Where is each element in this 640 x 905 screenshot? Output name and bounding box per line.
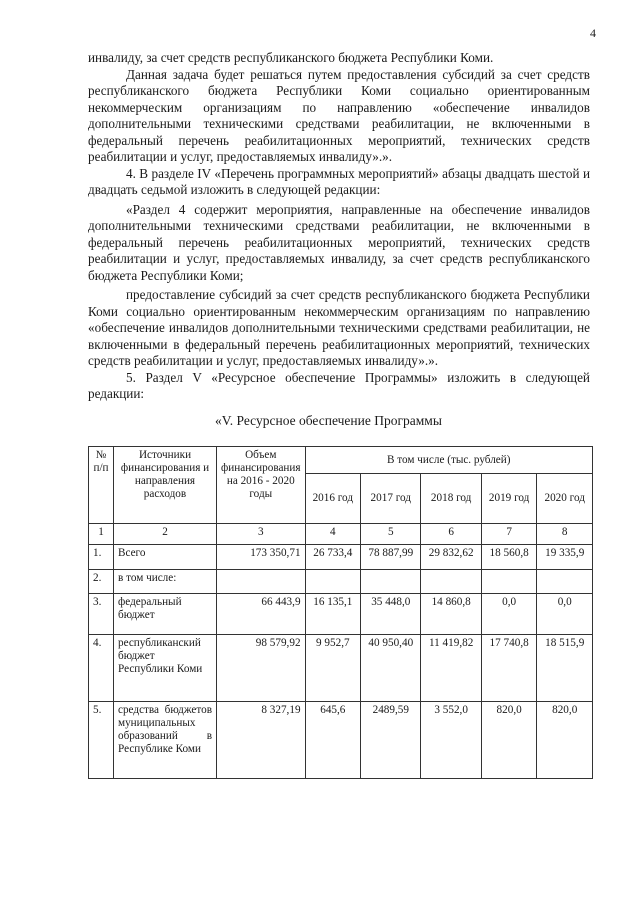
header-volume: Объем финансирования на 2016 - 2020 годы [217,447,306,524]
row-value: 40 950,40 [361,635,421,702]
section-title: «V. Ресурсное обеспечение Программы [215,413,442,428]
table-row [89,545,593,570]
paragraph-1: инвалиду, за счет средств республиканского бюджета Республики Коми. [88,50,494,65]
row-volume [217,570,306,594]
paragraph-3: 4. В разделе IV «Перечень программных мероприятий» абзацы двадцать шестой и двадцать седьмой изложить в следующей редакции: [88,165,590,197]
row-source: Всего [114,545,217,570]
row-value: 645,6 [305,702,361,779]
row-volume: 98 579,92 [217,635,306,702]
row-value [481,570,537,594]
row-value: 26 733,4 [305,545,361,570]
row-num: 1. [89,545,114,570]
header-including: В том числе (тыс. рублей) [305,447,592,474]
header-source: Источники финансирования и направления расходов [114,447,217,524]
resource-table [88,446,593,779]
index-cell: 2 [114,524,217,545]
header-year: 2020 год [537,474,593,524]
row-num: 3. [89,594,114,635]
index-cell: 6 [421,524,481,545]
row-value: 29 832,62 [421,545,481,570]
index-cell: 4 [305,524,361,545]
row-value: 9 952,7 [305,635,361,702]
row-value: 18 515,9 [537,635,593,702]
row-value: 19 335,9 [537,545,593,570]
index-cell: 1 [89,524,114,545]
row-num: 4. [89,635,114,702]
index-cell: 5 [361,524,421,545]
paragraph-5: предоставление субсидий за счет средств республиканского бюджета Республики Коми социально ориентированным некоммерческим организациям по направлению «обеспечение инвалидов дополнительными техническими средствами реабилитации, не включенными в федеральный перечень реабилитационных мероприятий, технических средств реабилитации и услуг, предоставляемых инвалиду».». [88,287,590,368]
row-source: средства бюджетов муниципальных образований в Республике Коми [114,702,217,779]
header-year: 2016 год [305,474,361,524]
index-cell: 7 [481,524,537,545]
row-num: 2. [89,570,114,594]
row-value: 0,0 [537,594,593,635]
table-row [89,594,593,635]
row-source: в том числе: [114,570,217,594]
index-cell: 8 [537,524,593,545]
row-value: 3 552,0 [421,702,481,779]
row-volume: 8 327,19 [217,702,306,779]
row-value: 820,0 [537,702,593,779]
header-year: 2019 год [481,474,537,524]
body-text [88,50,590,403]
paragraph-2: Данная задача будет решаться путем предоставления субсидий за счет средств республиканского бюджета Республики Коми социально ориентированным некоммерческим организациям по направлению «обеспечение инвалидов дополнительными техническими средствами реабилитации, не включенными в федеральный перечень реабилитационных мероприятий, технических средств реабилитации и услуг, предоставляемых инвалиду».». [88,66,590,164]
row-value: 11 419,82 [421,635,481,702]
row-value: 17 740,8 [481,635,537,702]
row-volume: 66 443,9 [217,594,306,635]
row-value: 2489,59 [361,702,421,779]
row-value [361,570,421,594]
row-value: 35 448,0 [361,594,421,635]
table-row [89,570,593,594]
row-num: 5. [89,702,114,779]
paragraph-4: «Раздел 4 содержит мероприятия, направленные на обеспечение инвалидов дополнительными техническими средствами реабилитации, не включенными в федеральный перечень реабилитационных мероприятий, технических средств реабилитации и услуг, предоставляемых инвалиду, за счет средств республиканского бюджета Республики Коми; [88,201,590,283]
row-source: республиканский бюджет Республики Коми [114,635,217,702]
table-row [89,635,593,702]
page-number: 4 [590,26,596,40]
paragraph-6: 5. Раздел V «Ресурсное обеспечение Программы» изложить в следующей редакции: [88,369,590,401]
row-volume: 173 350,71 [217,545,306,570]
row-value: 16 135,1 [305,594,361,635]
row-value: 820,0 [481,702,537,779]
table-index-row [89,524,593,545]
table-header-row [89,447,593,474]
row-value [305,570,361,594]
row-value [537,570,593,594]
header-year: 2018 год [421,474,481,524]
row-value [421,570,481,594]
table-row [89,702,593,779]
row-value: 78 887,99 [361,545,421,570]
row-source: федеральный бюджет [114,594,217,635]
row-value: 0,0 [481,594,537,635]
row-value: 14 860,8 [421,594,481,635]
row-value: 18 560,8 [481,545,537,570]
header-year: 2017 год [361,474,421,524]
header-num: № п/п [89,447,114,524]
index-cell: 3 [217,524,306,545]
